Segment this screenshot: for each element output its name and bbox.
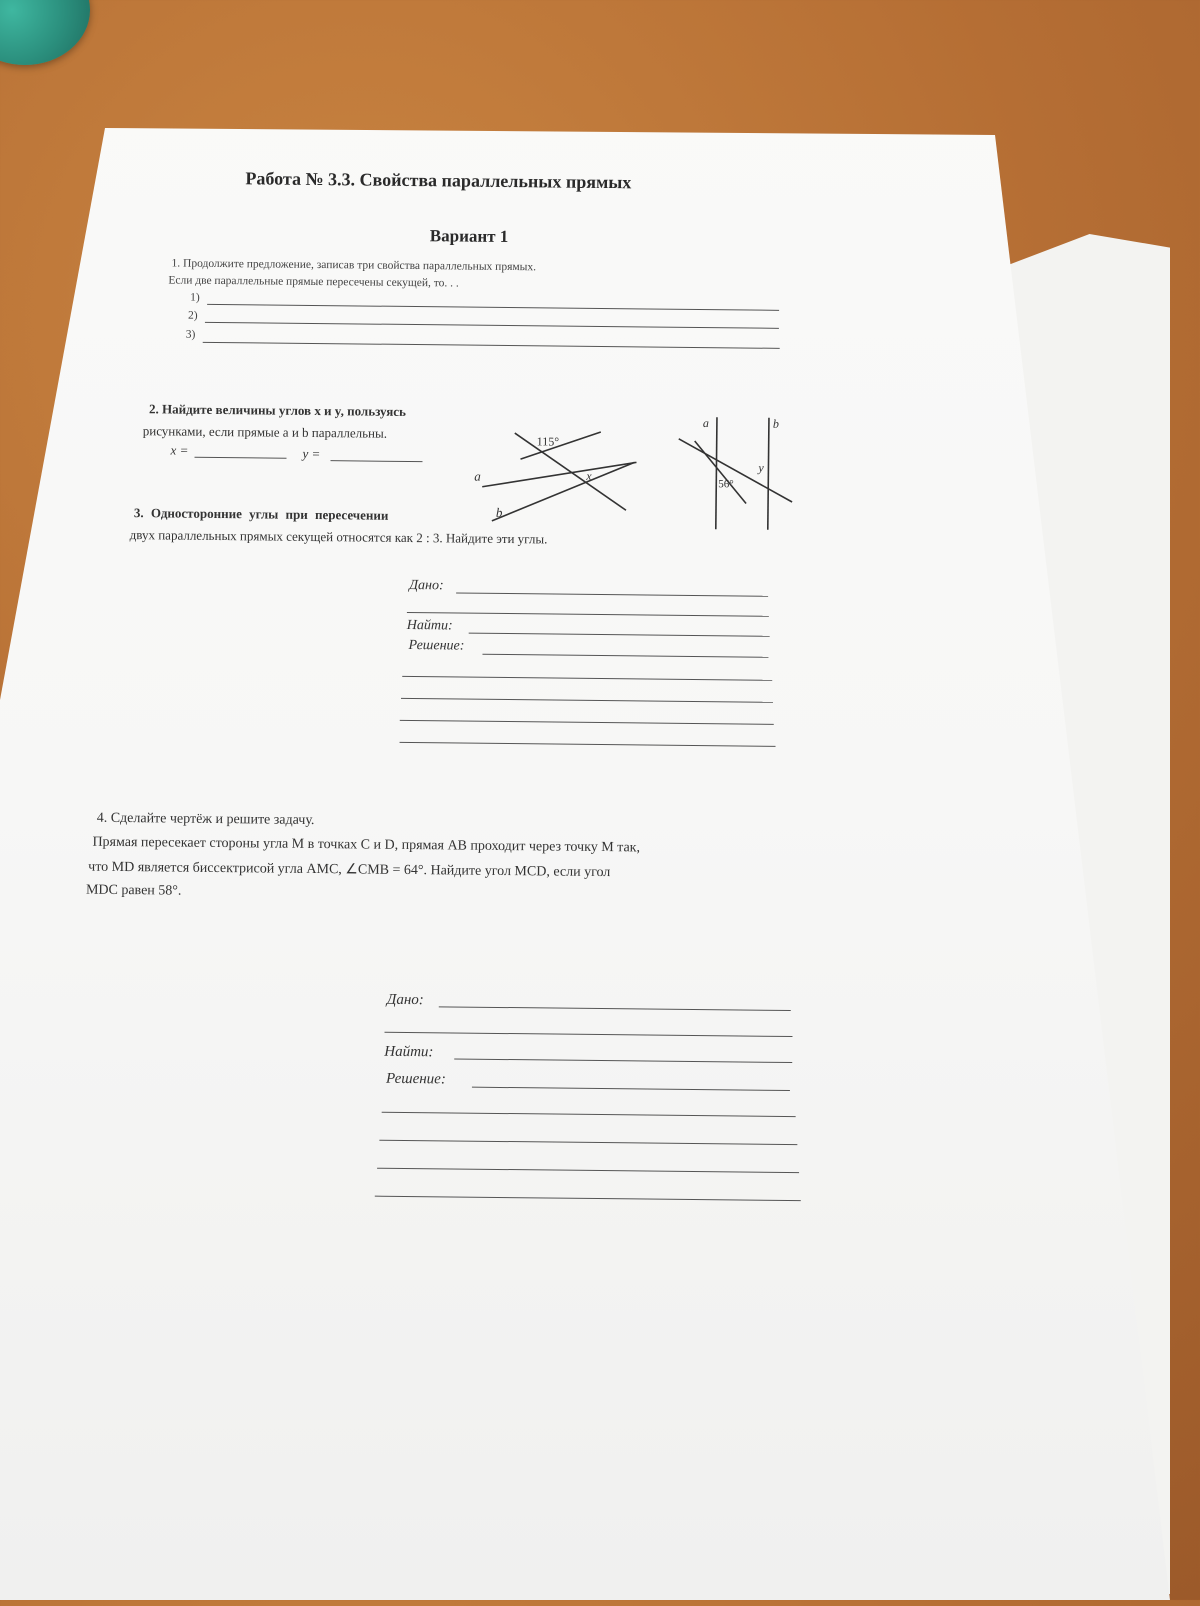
y-answer-line: [330, 460, 422, 462]
fig2-line-b: [768, 418, 769, 530]
x-answer-line: [195, 457, 287, 459]
task3-solution-line-5: [400, 742, 776, 747]
task4-solution-line-4: [377, 1168, 799, 1173]
worksheet-title: Работа № 3.3. Свойства параллельных прямых: [245, 168, 632, 193]
task4-given-label: Дано:: [386, 991, 424, 1009]
task4-solution-line-5: [375, 1196, 801, 1201]
task3-find-line: [469, 633, 770, 637]
task3-solution-line-4: [400, 720, 774, 725]
task4-find-label: Найти:: [384, 1043, 434, 1061]
task4-solution-line-3: [379, 1140, 797, 1145]
task3-prompt: 3. Односторонние углы при пересечении: [133, 505, 389, 523]
task3-solution-line-2: [402, 676, 772, 681]
task3-given-label: Дано:: [409, 577, 444, 594]
task4-prompt: 4. Сделайте чертёж и решите задачу.: [96, 810, 315, 829]
task3-subprompt: двух параллельных прямых секущей относятся как 2 : 3. Найдите эти углы.: [129, 527, 548, 547]
task2-prompt: 2. Найдите величины углов x и y, пользуясь: [148, 401, 407, 419]
figure-2-diagram: [672, 411, 803, 537]
x-answer-label: x =: [170, 442, 189, 458]
task3-find-label: Найти:: [406, 617, 453, 634]
task1-answer-line-3: [203, 342, 780, 349]
fig2-line-b-label: b: [772, 416, 779, 431]
fig2-transversal-1: [678, 439, 793, 502]
fig1-var-label: x: [586, 468, 592, 483]
fig2-var-label: y: [758, 460, 764, 475]
fig2-line-a-label: a: [702, 416, 709, 431]
task3-solution-line-1: [482, 654, 768, 658]
fig1-line-b-label: b: [495, 504, 503, 520]
task4-line-3: что MD является биссектрисой угла AMC, ∠CMB = 64°. Найдите угол MCD, если угол: [88, 859, 611, 881]
task4-solution-line-1: [472, 1087, 790, 1091]
task4-find-line: [454, 1058, 792, 1063]
task4-solution-label: Решение:: [385, 1070, 446, 1088]
task1-answer-line-2: [205, 322, 779, 329]
task1-answer-line-1: [207, 304, 779, 311]
figure-1-diagram: [462, 419, 653, 531]
task3-solution-line-3: [401, 698, 773, 703]
task4-solution-line-2: [382, 1112, 796, 1117]
task4-line-2: Прямая пересекает стороны угла M в точках C и D, прямая AB проходит через точку M так,: [92, 834, 641, 856]
task2-subprompt: рисунками, если прямые a и b параллельны.: [142, 423, 388, 441]
task1-item-3-label: 3): [185, 328, 196, 341]
fig1-line-a-label: a: [474, 468, 481, 484]
fig1-angle-label: 115°: [536, 434, 560, 449]
task1-subprompt: Если две параллельные прямые пересечены секущей, то. . .: [168, 274, 459, 290]
y-answer-label: y =: [302, 445, 321, 462]
fig2-angle-label: 56°: [718, 478, 734, 491]
fig2-line-a: [716, 417, 717, 529]
task3-solution-label: Решение:: [408, 637, 465, 654]
task3-given-line: [456, 592, 768, 596]
task4-given-line-2: [385, 1032, 793, 1037]
task1-prompt: 1. Продолжите предложение, записав три свойства параллельных прямых.: [171, 257, 537, 274]
task4-given-line: [439, 1006, 791, 1011]
task4-line-4: MDC равен 58°.: [85, 882, 182, 899]
task3-given-line-2: [407, 612, 769, 617]
variant-heading: Вариант 1: [429, 226, 509, 247]
task1-item-1-label: 1): [190, 291, 200, 304]
fig1-line-b: [492, 461, 635, 522]
task1-item-2-label: 2): [187, 309, 198, 322]
